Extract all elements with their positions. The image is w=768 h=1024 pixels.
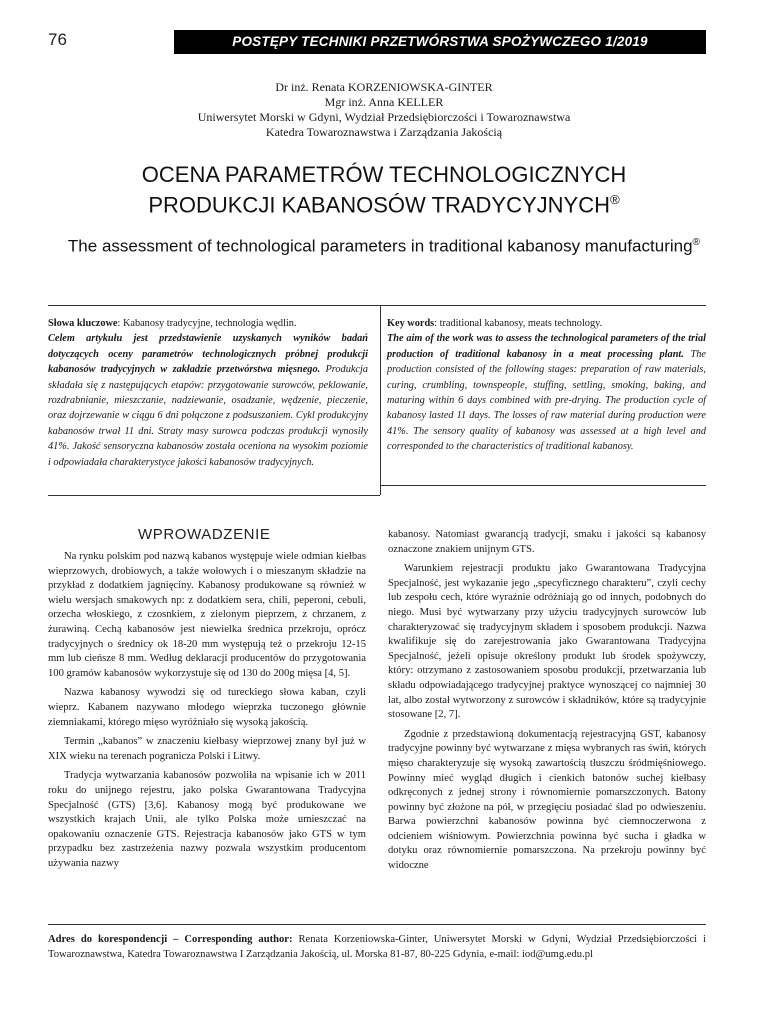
abstract-polish-body: [48, 331, 368, 470]
registered-mark-en: ®: [692, 237, 701, 248]
correspondence-text: Renata Korzeniowska-Ginter, Uniwersytet Morski w Gdyni, Wydział Przedsiębiorczości i Towaroznawstwa, Katedra Towaroznawstwa I Zarządzania Jakością, ul. Morska 81-87, 80-225 Gdynia, e-mail: iod@umg.edu.pl: [48, 934, 707, 960]
paragraph: Warunkiem rejestracji produktu jako Gwarantowana Tradycyjna Specjalność, jest wykazanie jego „specyficznego charakteru”, czyli cechy lub zespołu cech, które wyraźnie odróżniają go od innych, podobnych do niego. Musi być wytwarzany przy użyciu tradycyjnych surowców lub charakteryzować się tradycyjnym składem i sposobem produkcji. Nazwa kwalifikuje się do zarejestrowania jako Gwarantowana Tradycyjna Specjalność, jeżeli opisuje określony produkt lub środek spożywczy, który: otrzymano z zastosowaniem sposobu produkcji, przetwarzania lub składu odpowiadającego tradycyjnej praktyce wynoszącej co najmniej 30 lat, albo został wytworzony z surowców i składników, które są tradycyjnie stosowane [2, 7].: [388, 563, 706, 721]
abstract-bottom-rule-left: [48, 495, 380, 496]
paragraph: Tradycja wytwarzania kabanosów pozwoliła na wpisanie ich w 2011 roku do unijnego rejestru, jako polska Gwarantowana Tradycyjna Specjalność (GTS) [3,6]. Kabanosy mogą być produkowane we wszystkich krajach Unii, ale tylko Polska może umieszczać na opakowaniu oznaczenie GTS. Rejestracja kabanosów jako GTS w tym przypadku bez zastrzeżenia nazwy pozwala wszystkim producentom używania nazwy: [48, 770, 366, 869]
title-polish-line-2-text: PRODUKCJI KABANOSÓW TRADYCYJNYCH: [148, 192, 610, 218]
correspondence-footer: [48, 932, 706, 962]
author-2: Mgr inż. Anna KELLER: [324, 95, 444, 109]
keywords-polish: [48, 316, 368, 331]
abstract-english: [387, 316, 706, 455]
keywords-english-label: Key words: [387, 318, 435, 329]
paragraph: Termin „kabanos” w znaczeniu kiełbasy wieprzowej znany był już w XIX wieku na terenach pogranicza Polski i Litwy.: [48, 736, 366, 762]
page-number: 76: [48, 30, 67, 49]
abstract-divider: [380, 305, 381, 495]
body-column-right: [388, 528, 706, 879]
section-title-introduction: WPROWADZENIE: [138, 526, 271, 543]
title-english: [40, 232, 728, 258]
affiliation-university: Uniwersytet Morski w Gdyni, Wydział Przedsiębiorczości i Towaroznawstwa: [197, 110, 571, 124]
author-block: [0, 80, 768, 140]
paragraph: Zgodnie z przedstawioną dokumentacją rejestracyjną GST, kabanosy tradycyjne powinny być wytwarzane z mięsa wybranych ras świń, których mięso charakteryzuje się wysoką zawartością tłuszczu śródmięśniowego. Powinny mieć wygląd długich i cienkich batonów suchej kiełbasy odkręconych z jednej strony i równomiernie pomarszczonych. Batony powinny być złożone na pół, w przegięciu posiadać ślad po odwieszeniu. Barwa powierzchni kabanosów powinna być ciemnoczerwona z odcieniem wiśniowym. Powierzchnia powinna być sucha i gładka w dotyku oraz równomiernie pomarszczona. Na przekroju powinny być widoczne: [388, 728, 706, 872]
abstract-polish-rest: Produkcja składała się z następujących etapów: przygotowanie surowców, peklowanie, rozdrabnianie, mieszczanie, nadziewanie, osadzanie, wędzenie, pieczenie, oraz dojrzewanie w ciągu 6 dni połączone z podsuszaniem. Cykl produkcyjny kabanosów trwał 11 dni. Straty masy surowca podczas produkcji wynosiły 41%. Jakość sensoryczna kabanosów została oceniona na wysokim poziomie i odpowiadała charakterystyce jakości kabanosów tradycyjnych.: [48, 364, 368, 468]
keywords-english-text: : traditional kabanosy, meats technology.: [434, 318, 603, 329]
keywords-english: [387, 316, 706, 331]
abstract-polish: [48, 316, 368, 470]
correspondence-label: Adres do korespondencji – Corresponding author:: [48, 934, 293, 945]
body-column-left: [48, 550, 366, 876]
keywords-polish-text: : Kabanosy tradycyjne, technologia wędlin.: [117, 318, 297, 329]
journal-header: POSTĘPY TECHNIKI PRZETWÓRSTWA SPOŻYWCZEGO 1/2019: [174, 30, 706, 54]
footer-rule: [48, 924, 706, 925]
paragraph: Na rynku polskim pod nazwą kabanos występuje wiele odmian kiełbas wieprzowych, drobiowych, a także wołowych i o mieszanym składzie na przykład z dodatkiem jagnięciny. Kabanosy produkowane są również w wielu wersjach smakowych np: z dodatkiem sera, chili, peperoni, cebuli, orzecha włoskiego, z czosnkiem, z zielonym pieprzem, z chrzanem, z żurawiną. Cechą kabanosów jest niewielka średnica przekroju, oprócz tradycyjnych o średnicy ok 18-20 mm występują też o przekroju 12-15 mm lub cieńsze 8 mm. Według deklaracji producentów do przygotowania 100 gramów kabanosów wykorzystuje się od 130 do 200g mięsa [4, 5].: [48, 551, 366, 679]
abstract-top-rule: [48, 305, 706, 306]
author-1: Dr inż. Renata KORZENIOWSKA-GINTER: [275, 80, 493, 94]
abstract-bottom-rule-right: [380, 485, 706, 486]
abstract-english-body: [387, 331, 706, 454]
registered-mark: ®: [609, 192, 620, 207]
title-polish: [40, 162, 728, 217]
affiliation-department: Katedra Towaroznawstwa i Zarządzania Jakością: [265, 125, 503, 139]
abstract-polish-lead: Celem artykułu jest przedstawienie uzyskanych wyników badań dotyczących oceny parametrów technologicznych próbnej produkcji kabanosów tradycyjnych w zakładzie przetwórstwa mięsnego.: [48, 333, 368, 376]
paragraph: Nazwa kabanosy wywodzi się od tureckiego słowa kaban, czyli wieprz. Kabanem nazywano młodego wieprzka tuczonego głównie ziemniakami, którego mięso wyróżniało się wysoką jakością.: [48, 687, 366, 728]
title-english-text: The assessment of technological parameters in traditional kabanosy manufacturing: [67, 236, 693, 256]
title-polish-line-1: OCENA PARAMETRÓW TECHNOLOGICZNYCH: [141, 162, 627, 187]
keywords-polish-label: Słowa kluczowe: [48, 318, 118, 329]
abstract-english-rest: The production consisted of the following stages: preparation of raw materials, curing, crumbling, townspeople, stuffing, settling, smoking, baking, and maturing within 6 days combined with pre-drying. The production cycle of kabanosy lasted 11 days. The losses of raw material during production were 41%. The sensory quality of kabanosy was assessed at a high level and corresponded to the characteristics of traditional kabanosy.: [387, 348, 706, 453]
paragraph: kabanosy. Natomiast gwarancją tradycji, smaku i jakości są kabanosy oznaczone znakiem unijnym GTS.: [388, 529, 706, 555]
abstract-english-lead: The aim of the work was to assess the technological parameters of the trial production of traditional kabanosy in a meat processing plant.: [387, 333, 706, 360]
title-polish-line-2: [40, 187, 728, 217]
